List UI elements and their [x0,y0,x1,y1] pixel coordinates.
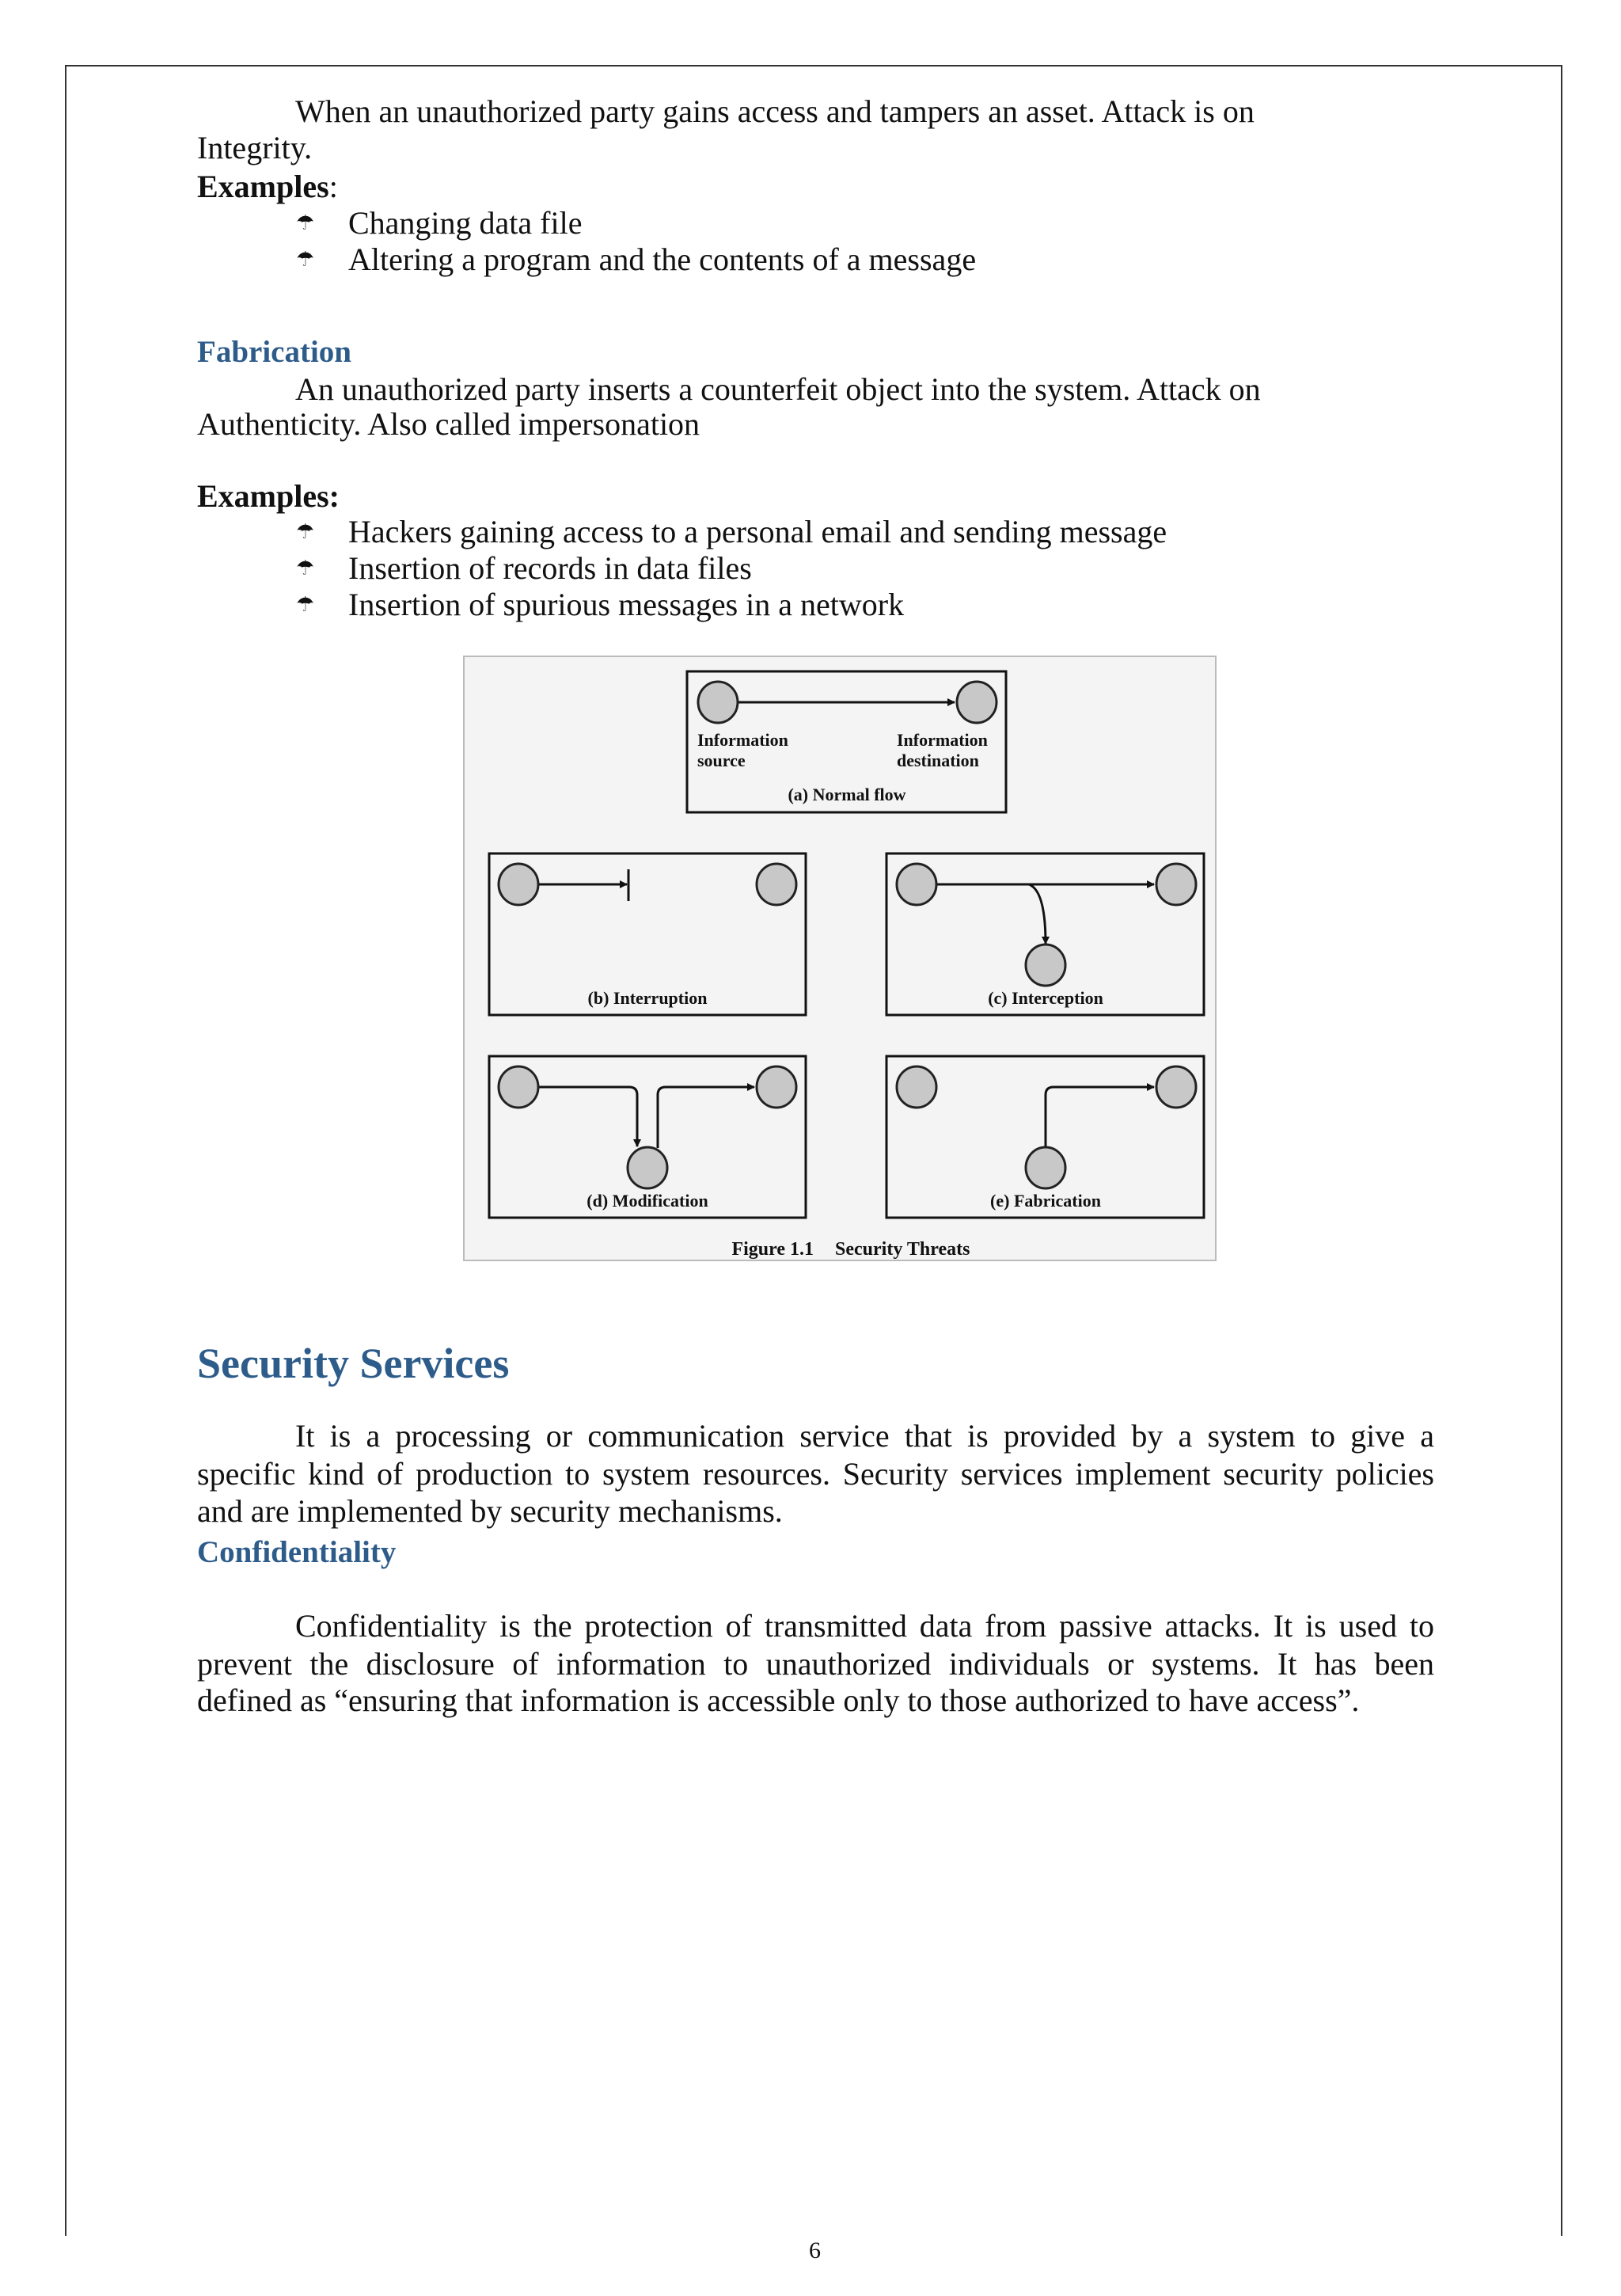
list-item: Altering a program and the contents of a message [348,241,977,277]
node [1156,1066,1196,1108]
node [1026,945,1065,986]
colon: : [328,169,338,204]
node [499,864,538,905]
node [757,864,796,905]
figure-frame [464,656,1216,1260]
fabrication-heading: Fabrication [197,335,351,369]
bullet-icon: ☂ [296,211,315,234]
paragraph-line: When an unauthorized party gains access and tampers an asset. Attack is on [295,93,1255,129]
node-destination [957,682,997,723]
node [499,1066,538,1108]
paragraph-line: and are implemented by security mechanisms. [197,1493,783,1529]
panel-label: (a) Normal flow [788,785,906,804]
page-number: 6 [809,2237,821,2264]
paragraph-line: Integrity. [197,130,313,165]
list-item: Hackers gaining access to a personal email and sending message [348,514,1167,549]
list-item: Changing data file [348,205,583,241]
figure-caption-number: Figure 1.1 [731,1239,814,1260]
node [897,864,936,905]
node [757,1066,796,1108]
examples-label-text: Examples [197,169,329,204]
paragraph-line: An unauthorized party inserts a counterfeit object into the system. Attack on [295,371,1261,407]
node-source [698,682,738,723]
paragraph-line: specific kind of production to system resources. Security services implement security policies [197,1456,1434,1492]
node [628,1147,667,1188]
paragraph-line: defined as “ensuring that information is accessible only to those authorized to have access”. [197,1682,1360,1718]
figure-caption-title: Security Threats [835,1239,970,1260]
list-item: Insertion of spurious messages in a network [348,587,905,622]
node [1026,1147,1065,1188]
paragraph-line: Confidentiality is the protection of transmitted data from passive attacks. It is used to [295,1608,1434,1644]
node [1156,864,1196,905]
paragraph-line: Authenticity. Also called impersonation [197,406,700,442]
list-item: Insertion of records in data files [348,550,752,586]
paragraph-line: It is a processing or communication service that is provided by a system to give a [295,1418,1434,1454]
node [897,1066,936,1108]
source-label: Information [697,730,788,750]
destination-label: Information [897,730,988,750]
confidentiality-heading: Confidentiality [197,1535,397,1569]
security-services-heading: Security Services [197,1340,510,1387]
destination-label: destination [897,751,979,770]
bullet-icon: ☂ [296,248,315,271]
panel-label: (c) Interception [988,988,1103,1008]
bullet-icon: ☂ [296,520,315,543]
paragraph-line: prevent the disclosure of information to unauthorized individuals or systems. It has been [197,1646,1434,1682]
examples-label: Examples: [197,478,340,514]
panel-label: (e) Fabrication [990,1191,1101,1211]
panel-label: (b) Interruption [587,988,708,1008]
source-label: source [697,751,746,770]
panel-label: (d) Modification [587,1191,708,1211]
bullet-icon: ☂ [296,557,315,580]
bullet-icon: ☂ [296,593,315,616]
